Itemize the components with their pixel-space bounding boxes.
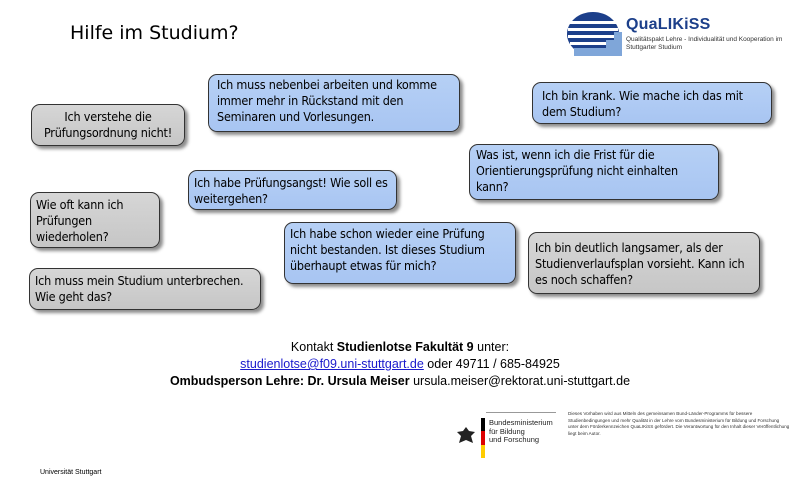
contact-line-1	[150, 339, 650, 356]
funder-line: Bundesministerium	[489, 418, 553, 427]
bubble-unterbrechen	[29, 268, 261, 310]
bubble-frist	[469, 144, 719, 200]
contact-suffix: unter:	[473, 340, 510, 354]
contact-email-link[interactable]: studienlotse@f09.uni-stuttgart.de	[240, 357, 424, 371]
contact-line-2	[150, 356, 650, 373]
logo-name: QuaLIKiSS	[626, 16, 711, 33]
bubble-text: Ich bin deutlich langsamer, als der Studienverlaufsplan vorsieht. Kann ich es noch schaffen?	[535, 240, 745, 287]
qualikiss-logo-icon	[566, 10, 622, 58]
bmbf-logo	[456, 410, 566, 460]
ombuds-email: ursula.meiser@rektorat.uni-stuttgart.de	[409, 374, 631, 388]
bubble-wiederholen	[30, 192, 160, 248]
contact-phone: 49711 / 685-84925	[455, 357, 560, 371]
logo-subtitle: Qualitätspakt Lehre - Individualität und Kooperation im Stuttgarter Studium	[626, 36, 783, 51]
eagle-icon	[456, 426, 476, 448]
contact-line-3	[150, 373, 650, 390]
bubble-text: Ich verstehe die Prüfungsordnung nicht!	[43, 109, 173, 140]
bubble-pruefungsordnung	[31, 104, 185, 146]
bubble-text: Ich habe Prüfungsangst! Wie soll es weitergehen?	[194, 175, 388, 206]
bubble-text: Ich bin krank. Wie mache ich das mit dem Studium?	[542, 88, 743, 119]
funder-name	[489, 419, 553, 445]
funding-note: Dieses Vorhaben wird aus Mitteln des gemeinsamen Bund-Länder-Programms für bessere Studienbedingungen und mehr Qualität in der Lehre vom Bundesministerium für Bildung und Forschung unter dem Förderkennzeichen QuaLIKiSS gefördert. Die Verantwortung für den Inhalt dieser Veröffentlichung liegt beim Autor.	[568, 411, 790, 436]
page-title: Hilfe im Studium?	[70, 22, 239, 44]
contact-prefix: Kontakt	[290, 340, 337, 354]
bubble-nebenbei	[208, 74, 460, 132]
bubble-text: Wie oft kann ich Prüfungen wiederholen?	[36, 197, 124, 244]
funder-line: für Bildung	[489, 426, 525, 436]
contact-name: Studienlotse Fakultät 9	[336, 340, 474, 354]
qualikiss-logo	[566, 8, 791, 64]
bubble-text: Ich muss nebenbei arbeiten und komme immer mehr in Rückstand mit den Seminaren und Vorlesungen.	[217, 77, 437, 124]
bubble-text: Ich muss mein Studium unterbrechen. Wie geht das?	[35, 273, 244, 304]
funder-line: und Forschung	[489, 435, 540, 444]
bubble-nicht-bestanden	[284, 222, 516, 284]
bubble-krank	[532, 82, 772, 124]
contact-block	[150, 339, 650, 390]
university-label: Universität Stuttgart	[40, 469, 102, 476]
bubble-angst	[188, 170, 397, 210]
funder-rule	[486, 412, 556, 413]
contact-or: oder	[423, 357, 456, 371]
flag-stripe	[481, 418, 485, 458]
ombuds-label: Ombudsperson Lehre: Dr. Ursula Meiser	[169, 374, 410, 388]
bubble-langsamer	[528, 232, 760, 294]
bubble-text: Ich habe schon wieder eine Prüfung nicht bestanden. Ist dieses Studium überhaupt etwas für mich?	[290, 226, 485, 273]
bubble-text: Was ist, wenn ich die Frist für die Orientierungsprüfung nicht einhalten kann?	[476, 147, 678, 194]
